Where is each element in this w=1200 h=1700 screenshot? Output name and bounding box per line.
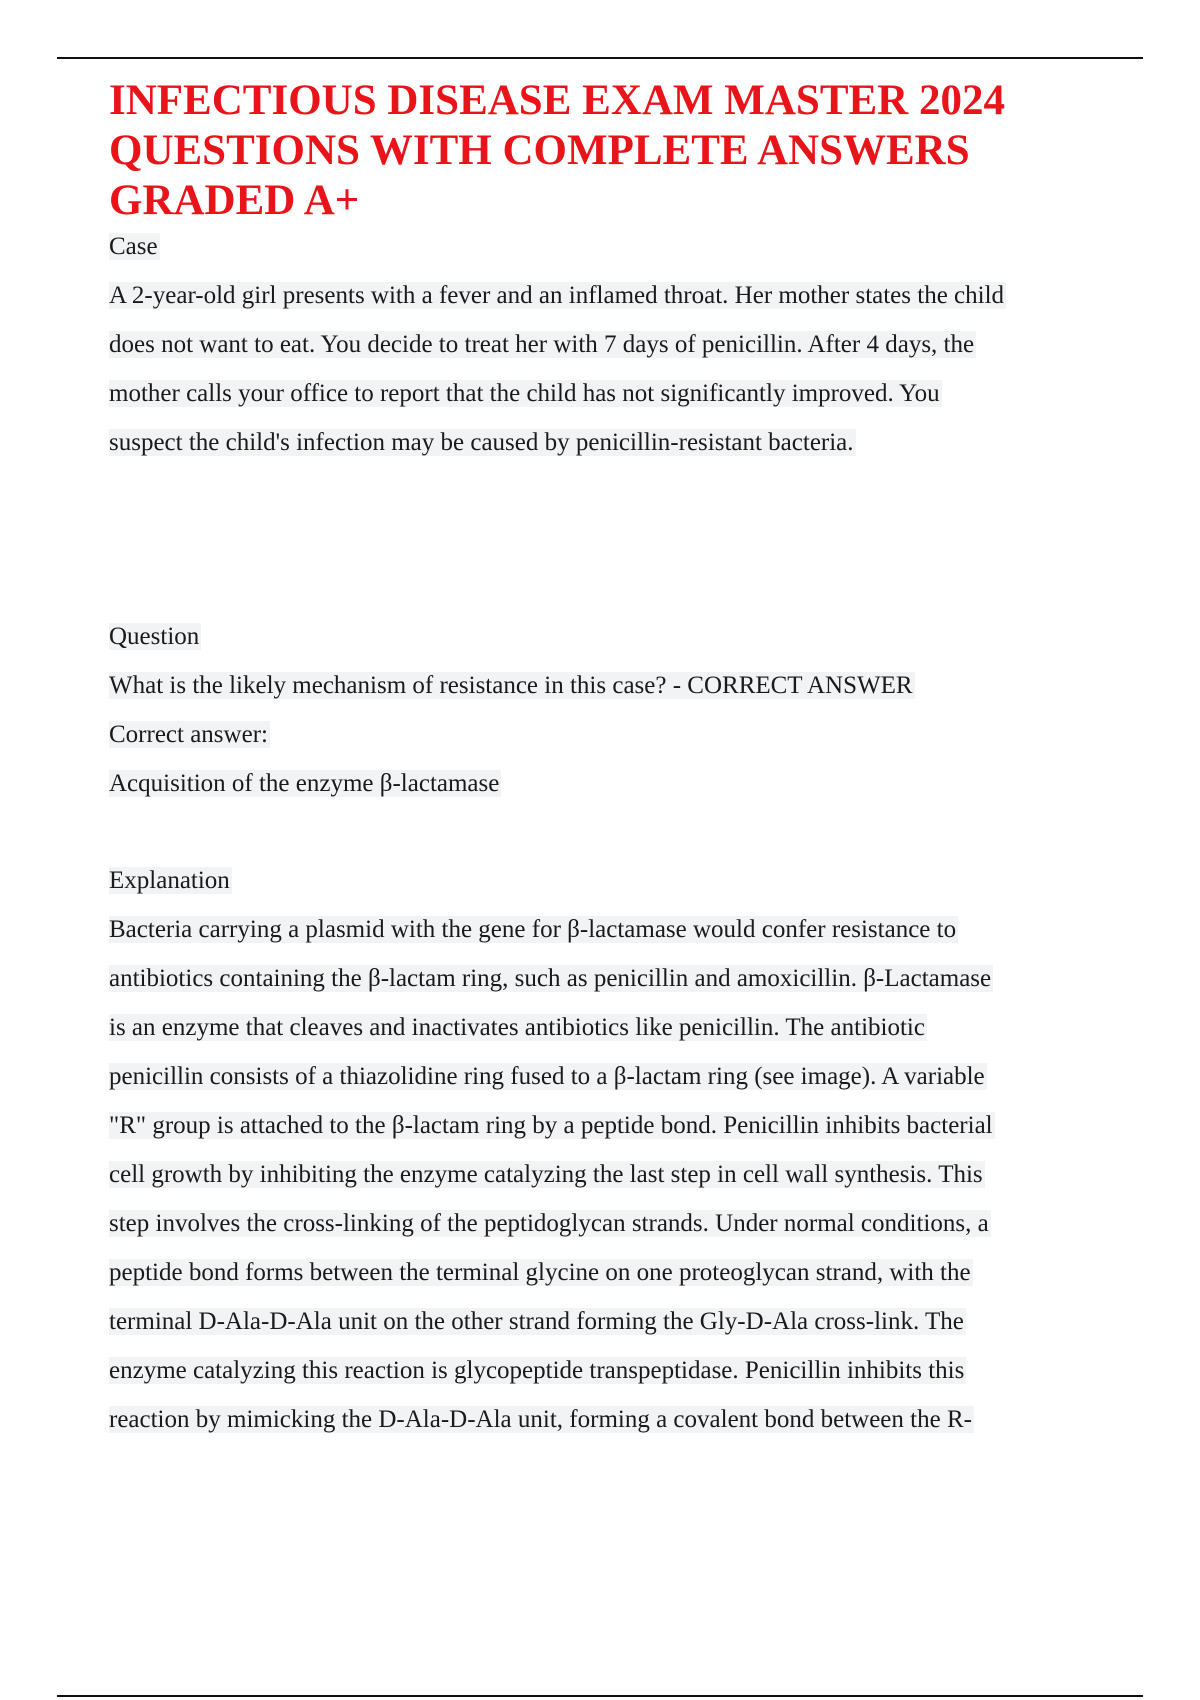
document-title [109, 76, 1134, 226]
explanation-section [109, 856, 1134, 1444]
explanation-text-line: step involves the cross-linking of the peptidoglycan strands. Under normal conditions, a [109, 1210, 989, 1237]
section-gap [109, 808, 1134, 856]
case-text-line: A 2-year-old girl presents with a fever and an inflamed throat. Her mother states the child [109, 282, 1005, 309]
explanation-text-line: is an enzyme that cleaves and inactivates antibiotics like penicillin. The antibiotic [109, 1014, 925, 1041]
explanation-label: Explanation [109, 867, 230, 894]
case-text-line: mother calls your office to report that the child has not significantly improved. You [109, 380, 940, 407]
question-text: What is the likely mechanism of resistance in this case? - CORRECT ANSWER [109, 672, 913, 699]
explanation-text-line: "R" group is attached to the β-lactam ring by a peptide bond. Penicillin inhibits bacterial [109, 1112, 993, 1139]
correct-answer-label: Correct answer: [109, 721, 268, 748]
question-section [109, 612, 1134, 808]
case-text-line: does not want to eat. You decide to treat her with 7 days of penicillin. After 4 days, the [109, 331, 975, 358]
explanation-text-line: penicillin consists of a thiazolidine ring fused to a β-lactam ring (see image). A variable [109, 1063, 985, 1090]
case-label: Case [109, 233, 158, 260]
correct-answer-text: Acquisition of the enzyme β-lactamase [109, 770, 500, 797]
document-body [109, 76, 1134, 1444]
explanation-text-line: peptide bond forms between the terminal glycine on one proteoglycan strand, with the [109, 1259, 971, 1286]
question-label: Question [109, 623, 200, 650]
title-line: QUESTIONS WITH COMPLETE ANSWERS [109, 127, 970, 174]
case-text-line: suspect the child's infection may be caused by penicillin-resistant bacteria. [109, 429, 854, 456]
bottom-rule [57, 1695, 1143, 1697]
top-rule [57, 57, 1143, 59]
explanation-text-line: reaction by mimicking the D-Ala-D-Ala unit, forming a covalent bond between the R- [109, 1406, 972, 1433]
explanation-text-line: enzyme catalyzing this reaction is glycopeptide transpeptidase. Penicillin inhibits this [109, 1357, 965, 1384]
case-section [109, 222, 1134, 467]
explanation-text-line: terminal D-Ala-D-Ala unit on the other strand forming the Gly-D-Ala cross-link. The [109, 1308, 964, 1335]
title-line: INFECTIOUS DISEASE EXAM MASTER 2024 [109, 77, 1005, 124]
section-gap [109, 467, 1134, 612]
explanation-text-line: Bacteria carrying a plasmid with the gene for β-lactamase would confer resistance to [109, 916, 957, 943]
explanation-text-line: antibiotics containing the β-lactam ring, such as penicillin and amoxicillin. β-Lactamase [109, 965, 992, 992]
explanation-text-line: cell growth by inhibiting the enzyme catalyzing the last step in cell wall synthesis. This [109, 1161, 983, 1188]
title-line: GRADED A+ [109, 177, 360, 224]
